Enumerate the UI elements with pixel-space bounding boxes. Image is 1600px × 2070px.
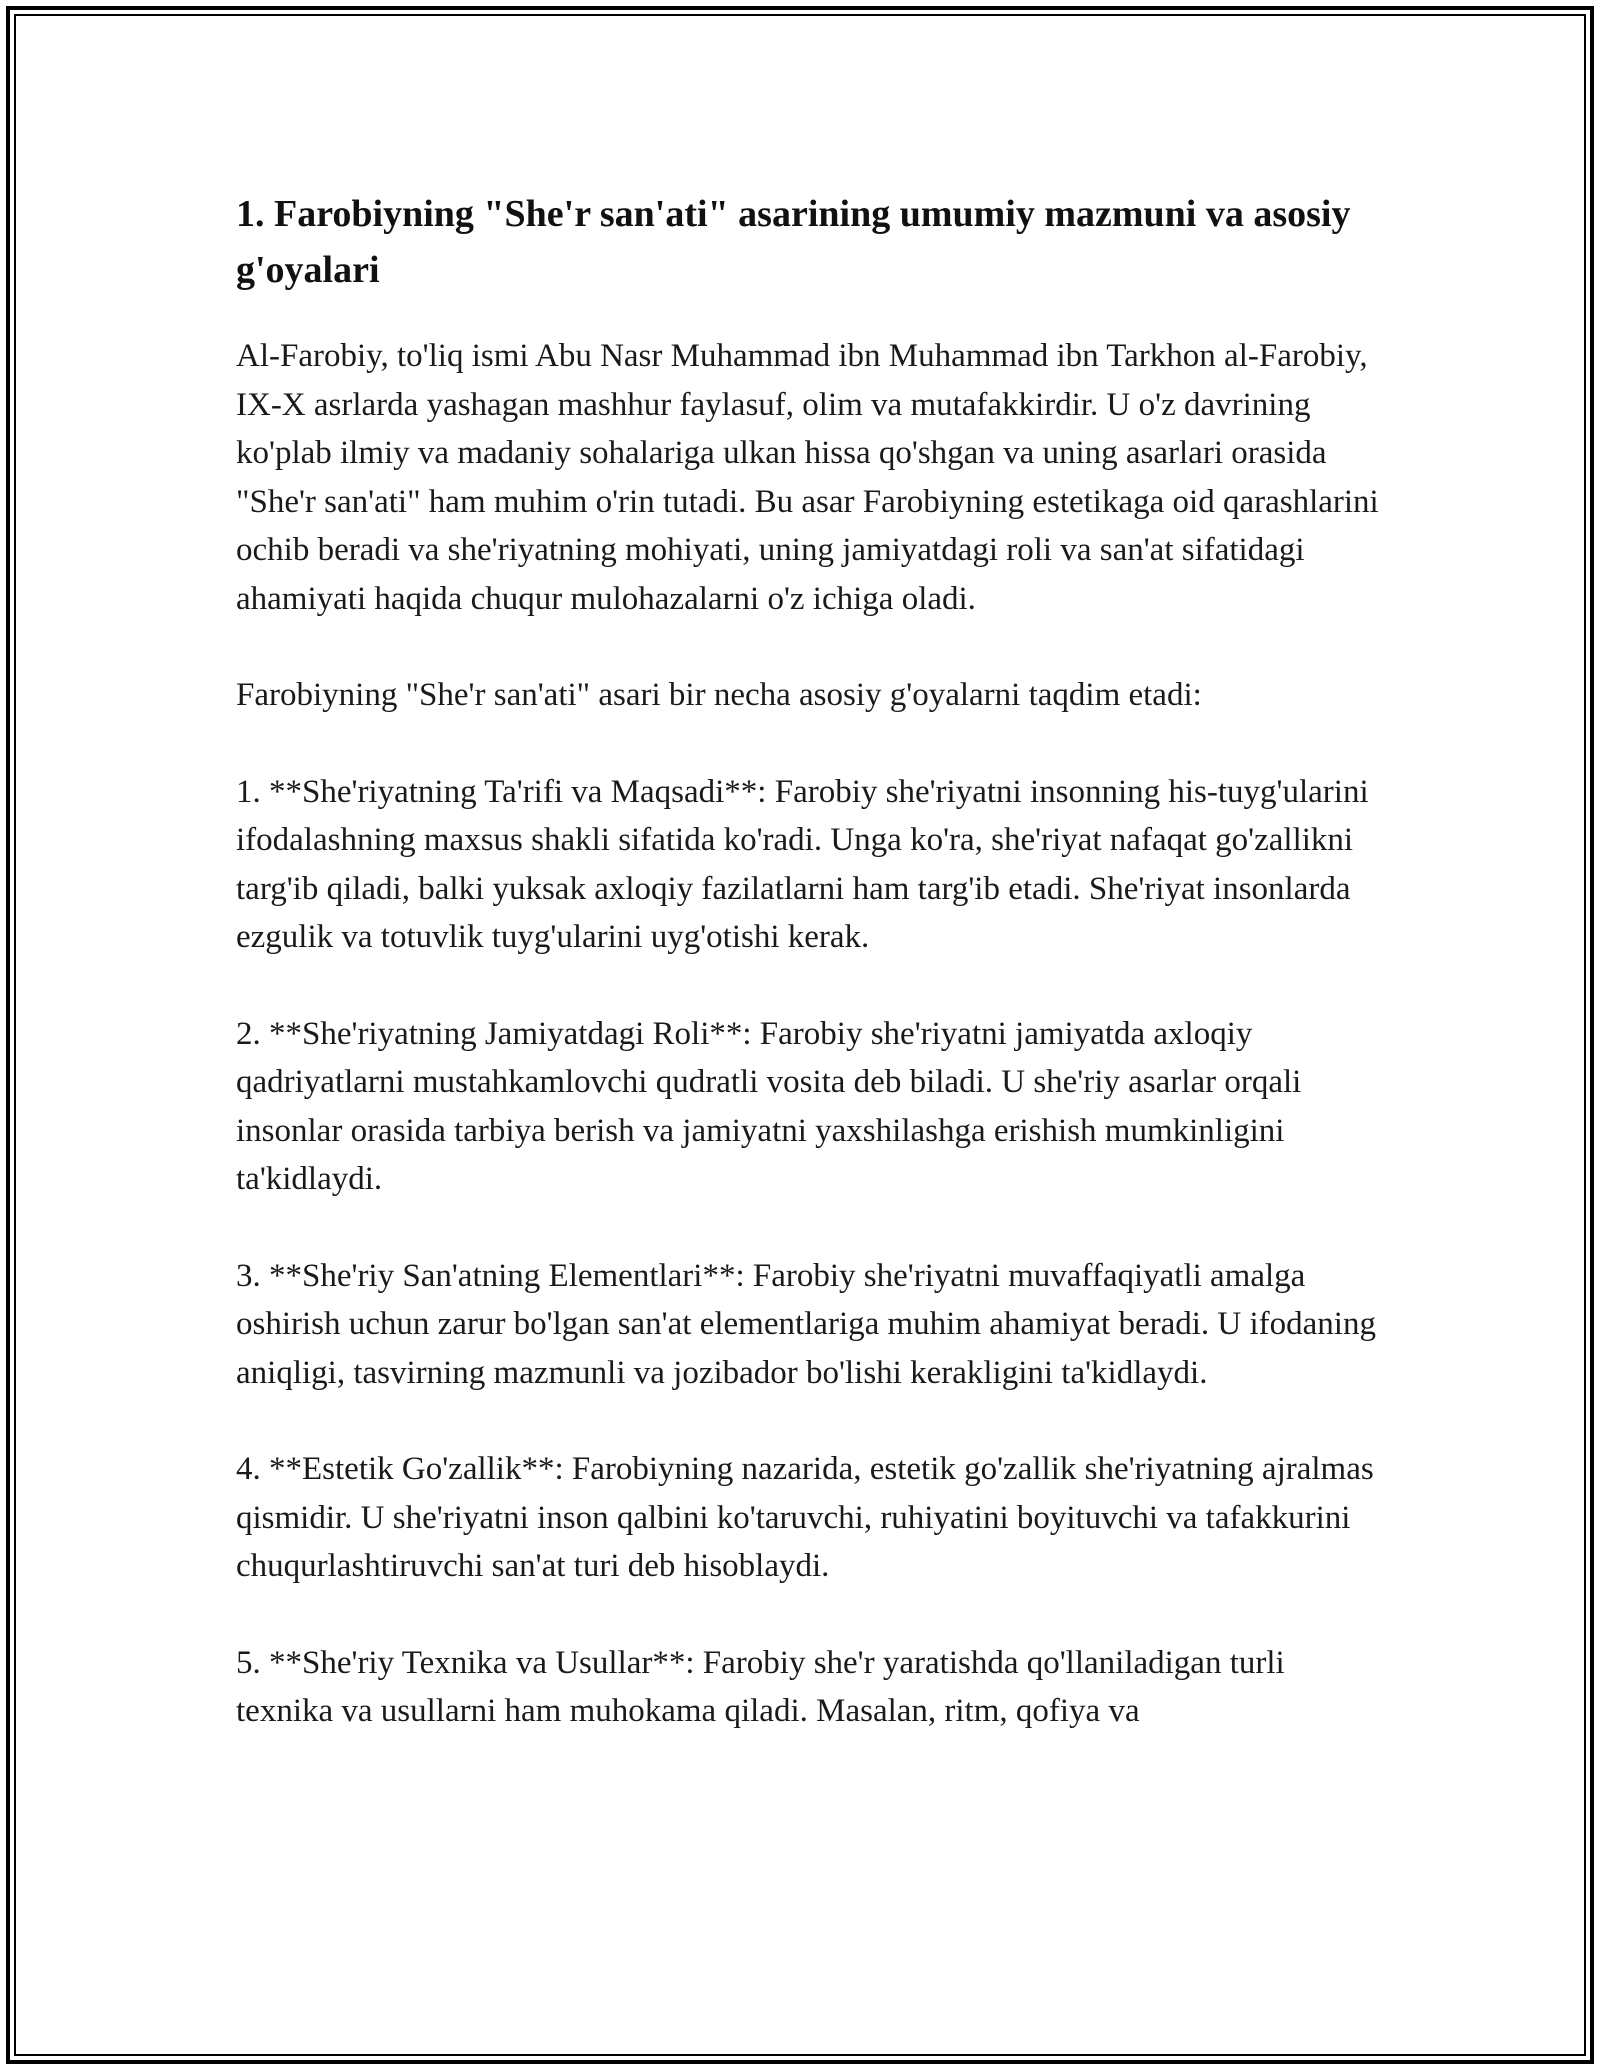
list-item-5: 5. **She'riy Texnika va Usullar**: Farobiy she'r yaratishda qo'llaniladigan turli texnika va usullarni ham muhokama qiladi. Masalan, ritm, qofiya va <box>236 1644 1285 1729</box>
document-title: 1. Farobiyning "She'r san'ati" asarining umumiy mazmuni va asosiy g'oyalari <box>236 193 1351 291</box>
list-item-2: 2. **She'riyatning Jamiyatdagi Roli**: Farobiy she'riyatni jamiyatda axloqiy qadriyatlarni mustahkamlovchi qudratli vosita deb biladi. U she'riy asarlar orqali insonlar orasida tarbiya berish va jamiyatni yaxshilashga erishish mumkinligini ta'kidlaydi. <box>236 1015 1302 1197</box>
list-item-4: 4. **Estetik Go'zallik**: Farobiyning nazarida, estetik go'zallik she'riyatning ajralmas qismidir. U she'riyatni inson qalbini ko'taruvchi, ruhiyatini boyituvchi va tafakkurini chuqurlashtiruvchi san'at turi deb hisoblaydi. <box>236 1451 1374 1584</box>
list-item-1: 1. **She'riyatning Ta'rifi va Maqsadi**: Farobiy she'riyatni insonning his-tuyg'ularini ifodalashning maxsus shakli sifatida ko'radi. Unga ko'ra, she'riyat nafaqat go'zallikni targ'ib qiladi, balki yuksak axloqiy fazilatlarni ham targ'ib etadi. She'riyat insonlarda ezgulik va totuvlik tuyg'ularini uyg'otishi kerak. <box>236 773 1369 955</box>
paragraph-lead: Farobiyning "She'r san'ati" asari bir necha asosiy g'oyalarni taqdim etadi: <box>236 677 1202 713</box>
list-item-3: 3. **She'riy San'atning Elementlari**: Farobiy she'riyatni muvaffaqiyatli amalga oshirish uchun zarur bo'lgan san'at elementlariga muhim ahamiyat beradi. U ifodaning aniqligi, tasvirning mazmunli va jozibador bo'lishi kerakligini ta'kidlaydi. <box>236 1257 1376 1391</box>
document-body <box>236 186 1386 1736</box>
paragraph-intro: Al-Farobiy, to'liq ismi Abu Nasr Muhammad ibn Muhammad ibn Tarkhon al-Farobiy, IX-X asrlarda yashagan mashhur faylasuf, olim va mutafakkirdir. U o'z davrining ko'plab ilmiy va madaniy sohalariga ulkan hissa qo'shgan va uning asarlari orasida "She'r san'ati" ham muhim o'rin tutadi. Bu asar Farobiyning estetikaga oid qarashlarini ochib beradi va she'riyatning mohiyati, uning jamiyatdagi roli va san'at sifatidagi ahamiyati haqida chuqur mulohazalarni o'z ichiga oladi. <box>236 338 1379 617</box>
